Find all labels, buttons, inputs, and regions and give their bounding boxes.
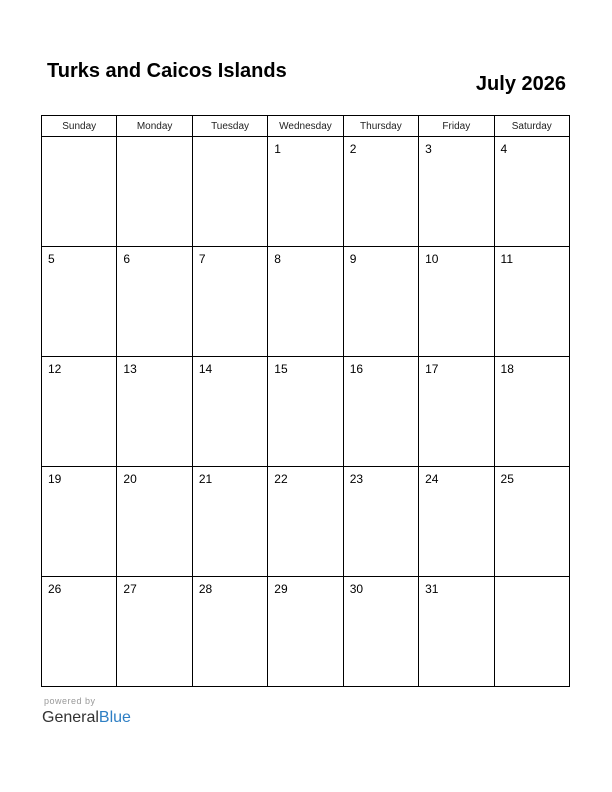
day-number: 28: [198, 582, 213, 596]
day-cell: [343, 357, 418, 467]
day-number: 4: [500, 142, 508, 156]
powered-by-text: powered by: [44, 696, 96, 706]
weekday-friday: Friday: [419, 116, 494, 137]
day-cell: [117, 467, 192, 577]
day-number: 11: [500, 252, 513, 266]
day-number: 8: [274, 252, 281, 266]
day-number: 18: [500, 362, 514, 376]
day-number: 22: [274, 472, 288, 486]
day-number: 19: [48, 472, 62, 486]
day-number: 23: [349, 472, 364, 486]
footer-logo: [42, 696, 131, 728]
day-cell: [419, 467, 494, 577]
weekday-monday: Monday: [117, 116, 192, 137]
day-cell: [343, 247, 418, 357]
day-number: 6: [123, 252, 131, 266]
day-cell: [42, 137, 117, 247]
day-number: 2: [349, 142, 357, 156]
brand-logo: [42, 708, 131, 728]
day-number: 9: [349, 252, 357, 266]
day-cell: [192, 467, 267, 577]
day-cell: [343, 577, 418, 687]
day-number: 24: [425, 472, 439, 486]
day-number: 1: [274, 142, 281, 156]
week-row-1: [42, 137, 570, 247]
week-row-4: [42, 467, 570, 577]
day-cell: [268, 577, 343, 687]
day-number: 20: [123, 472, 137, 486]
brand-name-blue: Blue: [98, 709, 131, 726]
day-number: 17: [425, 362, 439, 376]
day-cell: [117, 247, 192, 357]
day-cell: [419, 137, 494, 247]
day-cell: [117, 357, 192, 467]
day-number: 29: [274, 582, 288, 596]
day-number: 5: [48, 252, 55, 266]
day-cell: [419, 577, 494, 687]
weekday-header-row: [42, 116, 570, 137]
day-number: 14: [198, 362, 213, 376]
weekday-sunday: Sunday: [42, 116, 117, 137]
day-number: [495, 577, 569, 582]
day-number: [42, 137, 116, 142]
day-number: 13: [123, 362, 137, 376]
day-cell: [192, 137, 267, 247]
day-cell: [494, 357, 569, 467]
day-cell: [419, 247, 494, 357]
day-cell: [192, 247, 267, 357]
day-cell: [268, 467, 343, 577]
region-title: Turks and Caicos Islands: [47, 60, 287, 82]
day-cell: [494, 247, 569, 357]
day-cell: [117, 137, 192, 247]
day-number: 26: [48, 582, 62, 596]
calendar-grid: [41, 115, 570, 687]
day-number: [117, 137, 191, 142]
day-cell: [42, 467, 117, 577]
day-number: 27: [123, 582, 137, 596]
week-row-5: [42, 577, 570, 687]
day-cell: [494, 467, 569, 577]
day-cell: [494, 577, 569, 687]
day-cell: [419, 357, 494, 467]
day-number: 10: [425, 252, 439, 266]
week-row-3: [42, 357, 570, 467]
day-number: 16: [349, 362, 364, 376]
day-cell: [42, 577, 117, 687]
day-cell: [192, 577, 267, 687]
weekday-tuesday: Tuesday: [192, 116, 267, 137]
day-number: 21: [198, 472, 213, 486]
day-number: 3: [425, 142, 432, 156]
day-cell: [494, 137, 569, 247]
day-cell: [268, 247, 343, 357]
day-number: 25: [500, 472, 514, 486]
day-number: 30: [349, 582, 364, 596]
day-number: 31: [425, 582, 439, 596]
day-number: 7: [198, 252, 206, 266]
day-cell: [343, 467, 418, 577]
day-cell: [343, 137, 418, 247]
day-number: 12: [48, 362, 62, 376]
day-cell: [42, 247, 117, 357]
day-number: [193, 137, 267, 142]
brand-name-general: General: [42, 709, 99, 726]
day-cell: [42, 357, 117, 467]
day-number: 15: [274, 362, 288, 376]
week-row-2: [42, 247, 570, 357]
day-cell: [192, 357, 267, 467]
weekday-wednesday: Wednesday: [268, 116, 343, 137]
weekday-thursday: Thursday: [343, 116, 418, 137]
month-title: July 2026: [475, 73, 566, 95]
day-cell: [268, 137, 343, 247]
day-cell: [268, 357, 343, 467]
day-cell: [117, 577, 192, 687]
weekday-saturday: Saturday: [494, 116, 569, 137]
